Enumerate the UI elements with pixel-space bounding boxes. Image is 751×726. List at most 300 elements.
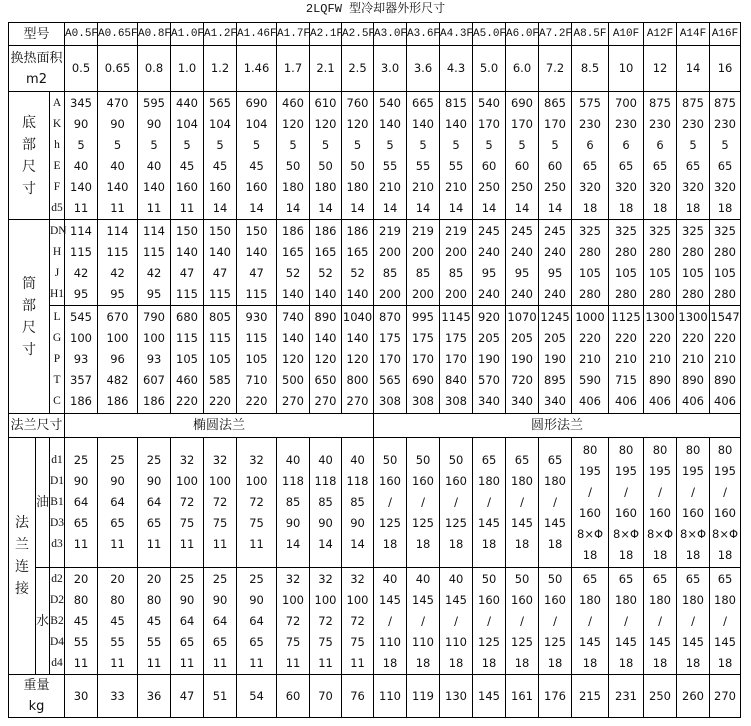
cell-value: 0.5 (71, 61, 91, 75)
cell-value: 65 (685, 158, 701, 173)
cell-value: 140 (379, 116, 401, 131)
model-header (237, 23, 277, 46)
cell-value: 50 (285, 158, 301, 173)
model-header-label (9, 23, 65, 46)
shell-values (277, 306, 310, 414)
cell-value: 90 (146, 116, 162, 131)
cell-value: E (53, 159, 61, 172)
cell-value: 875 (649, 95, 671, 110)
cell-value: 890 (714, 373, 736, 387)
cell-value: 195 (615, 463, 637, 478)
model-header (374, 23, 407, 46)
cell-value: 1245 (540, 310, 570, 324)
cell-value: A10F (612, 27, 640, 40)
cell-value: 406 (615, 394, 637, 408)
cell-value: 18 (618, 200, 634, 215)
cell-value: 14 (249, 200, 264, 215)
oil-flange-values (374, 438, 407, 568)
cell-value: 250 (544, 179, 566, 194)
cell-value: 油 (36, 495, 50, 510)
cell-value: 240 (544, 286, 566, 301)
cell-value: 18 (618, 655, 634, 670)
cell-value: 连 (15, 559, 29, 575)
cell-value: / (487, 613, 491, 628)
cell-value: 105 (176, 352, 198, 366)
cell-value: 180 (682, 592, 704, 607)
cell-value: 125 (478, 634, 500, 649)
cell-value: 100 (346, 592, 369, 607)
cell-value: 接 (15, 581, 29, 597)
cell-value: 25 (179, 571, 195, 586)
cell-value: 100 (106, 331, 129, 345)
base-values (342, 92, 374, 220)
cell-value: 240 (478, 286, 500, 301)
cell-value: / (588, 613, 592, 628)
cell-value: 18 (448, 537, 464, 551)
cell-value: 160 (615, 505, 637, 520)
cell-value: 205 (511, 331, 533, 345)
cell-value: 540 (478, 95, 500, 110)
cell-value: 7.2 (545, 61, 565, 75)
cell-value: 320 (615, 179, 637, 194)
weight-value (609, 675, 644, 718)
cell-value: 90 (350, 516, 365, 530)
cell-value: 160 (245, 179, 268, 194)
area-value (342, 46, 374, 92)
cell-value: 308 (379, 394, 401, 408)
cell-value: 170 (412, 352, 434, 366)
oil-flange-values (310, 438, 342, 568)
cell-value: 法 (15, 515, 29, 531)
water-flange-values (539, 568, 572, 675)
table-row (9, 438, 741, 568)
cell-value: 161 (511, 688, 533, 703)
water-flange-values (237, 568, 277, 675)
cell-value: 715 (615, 373, 637, 387)
cell-value: 5 (689, 137, 697, 152)
cell-value: 890 (649, 373, 671, 387)
cell-value: 5 (77, 137, 85, 152)
cell-value: 145 (615, 634, 637, 649)
cell-value: 55 (382, 158, 398, 173)
cell-value: 18 (717, 655, 733, 670)
cell-value: 8×Φ (712, 526, 739, 541)
cell-value: 890 (314, 310, 337, 324)
shell-values (440, 220, 473, 306)
cell-value: 150 (245, 223, 268, 238)
cell-value: 875 (682, 95, 704, 110)
base-values (374, 92, 407, 220)
cell-value: 180 (649, 592, 671, 607)
cell-value: 42 (110, 265, 125, 280)
cell-value: 220 (714, 331, 736, 345)
shell-dimensions-label (9, 220, 50, 414)
cell-value: 219 (412, 223, 434, 238)
water-flange-values (277, 568, 310, 675)
cell-value: 190 (544, 352, 566, 366)
cell-value: A16F (711, 27, 739, 40)
cell-value: 231 (615, 688, 637, 703)
base-values (677, 92, 710, 220)
cell-value: 20 (146, 571, 162, 586)
shell-values (677, 220, 710, 306)
water-flange-values (138, 568, 171, 675)
cell-value: 50 (318, 158, 333, 173)
cell-value: 18 (582, 655, 598, 670)
cell-value: 690 (412, 373, 434, 387)
cell-value: 760 (346, 95, 369, 110)
cell-value: 110 (445, 634, 467, 649)
cell-value: 115 (245, 286, 268, 301)
cell-value: 140 (314, 286, 337, 301)
cell-value: 115 (209, 331, 231, 345)
cell-value: 14 (481, 200, 497, 215)
cell-value: 80 (618, 442, 634, 457)
cell-value: A5.0F (473, 27, 507, 40)
cell-value: 1000 (575, 310, 605, 324)
cell-value: 210 (615, 352, 637, 366)
shell-values (473, 306, 506, 414)
cell-value: 105 (714, 265, 736, 280)
cell-value: 150 (176, 223, 198, 238)
cell-value: 5 (252, 137, 261, 152)
cell-value: 50 (448, 453, 464, 467)
table-row (9, 220, 741, 306)
cell-value: / (588, 484, 592, 499)
water-flange-values (440, 568, 473, 675)
cell-value: 底 (22, 114, 36, 131)
cell-value: 0.8 (144, 61, 164, 75)
weight-value (572, 675, 609, 718)
cell-value: 105 (245, 352, 268, 366)
cell-value: 670 (106, 310, 129, 324)
cell-value: 308 (445, 394, 467, 408)
cell-value: 18 (618, 547, 634, 562)
cell-value: 200 (412, 244, 434, 259)
base-values (572, 92, 609, 220)
cell-value: 52 (285, 265, 301, 280)
cell-value: A0.65F (98, 27, 138, 40)
base-values (171, 92, 204, 220)
cell-value: 70 (318, 688, 333, 703)
cell-value: 320 (714, 179, 736, 194)
cell-value: 5 (419, 137, 427, 152)
cell-value: 340 (511, 394, 533, 408)
cell-value: / (723, 613, 727, 628)
cell-value: 椭圆法兰 (193, 418, 246, 433)
shell-values (572, 306, 609, 414)
cell-value: / (658, 613, 662, 628)
cell-value: 11 (146, 537, 162, 551)
cell-value: 110 (379, 634, 401, 649)
cell-value: 160 (379, 474, 401, 488)
cell-value: 72 (285, 613, 301, 628)
table-row (9, 414, 741, 438)
cell-value: 2.1 (316, 61, 335, 75)
cell-value: 145 (445, 592, 467, 607)
spec-table (8, 22, 741, 718)
cell-value: 114 (143, 223, 165, 238)
shell-values (310, 220, 342, 306)
shell-values (342, 306, 374, 414)
cell-value: 220 (176, 394, 198, 408)
oil-flange-values (407, 438, 440, 568)
cell-value: 220 (245, 394, 268, 408)
shell-values (65, 220, 98, 306)
cell-value: F (53, 180, 61, 193)
model-header (204, 23, 237, 46)
cell-value: 320 (579, 179, 601, 194)
cell-value: 54 (249, 688, 264, 703)
cell-value: h (54, 138, 60, 151)
cell-value: 32 (179, 453, 195, 467)
area-value (374, 46, 407, 92)
cell-value: A12F (646, 27, 674, 40)
cell-value: 115 (106, 244, 129, 259)
area-value (204, 46, 237, 92)
cell-value: 280 (649, 286, 671, 301)
cell-value: / (454, 495, 458, 509)
shell-values (342, 220, 374, 306)
model-header (342, 23, 374, 46)
cell-value: G (52, 332, 62, 344)
cell-value: 65 (146, 516, 162, 530)
cell-value: 93 (146, 352, 162, 366)
cell-value: 90 (73, 116, 89, 131)
cell-value: 230 (649, 116, 671, 131)
round-flange-label (374, 414, 741, 438)
cell-value: 220 (682, 331, 704, 345)
cell-value: 52 (350, 265, 365, 280)
shell-values (204, 306, 237, 414)
weight-value (342, 675, 374, 718)
model-header (539, 23, 572, 46)
shell-values (506, 306, 539, 414)
cell-value: 215 (579, 688, 601, 703)
water-flange-values (473, 568, 506, 675)
model-header (473, 23, 506, 46)
cell-value: 8×Φ (613, 526, 640, 541)
water-flange-values (204, 568, 237, 675)
cell-value: 230 (682, 116, 704, 131)
cell-value: 14 (285, 537, 301, 551)
cell-value: 270 (714, 688, 736, 703)
cell-value: 42 (73, 265, 89, 280)
cell-value: 200 (412, 286, 434, 301)
cell-value: 210 (412, 179, 434, 194)
cell-value: 140 (143, 179, 165, 194)
cell-value: 930 (245, 310, 268, 324)
cell-value: 85 (318, 495, 333, 509)
cell-value: 195 (649, 463, 671, 478)
area-label (9, 46, 65, 92)
base-values (440, 92, 473, 220)
shell-values (609, 220, 644, 306)
cell-value: 5 (321, 137, 330, 152)
cell-value: 320 (649, 179, 671, 194)
cell-value: 85 (350, 495, 365, 509)
cell-value: 270 (346, 394, 369, 408)
cell-value: 260 (682, 688, 704, 703)
cell-value: K (52, 117, 62, 130)
cell-value: 565 (209, 95, 231, 110)
shell-letters (50, 306, 65, 414)
cell-value: 18 (582, 547, 598, 562)
shell-values (98, 220, 138, 306)
cell-value: 6 (656, 137, 664, 152)
cell-value: 32 (285, 571, 301, 586)
cell-value: 5 (113, 137, 122, 152)
cell-value: 570 (478, 373, 500, 387)
cell-value: 105 (615, 265, 637, 280)
cell-value: 25 (212, 571, 228, 586)
weight-value (277, 675, 310, 718)
cell-value: 325 (579, 223, 601, 238)
cell-value: 90 (110, 474, 125, 488)
cell-value: 18 (382, 537, 398, 551)
cell-value: 16 (717, 61, 733, 75)
cell-value: 140 (176, 244, 198, 259)
cell-value: 50 (547, 571, 563, 586)
cell-value: 120 (314, 116, 337, 131)
cell-value: 93 (73, 352, 89, 366)
cell-value: 14 (685, 61, 701, 75)
shell-values (374, 220, 407, 306)
shell-values (572, 220, 609, 306)
cell-value: 65 (717, 158, 733, 173)
cell-value: 5 (721, 137, 729, 152)
cell-value: 90 (318, 516, 333, 530)
cell-value: 65 (618, 158, 634, 173)
cell-value: A2.5F (342, 27, 376, 40)
shell-values (171, 220, 204, 306)
cell-value: 95 (73, 286, 89, 301)
cell-value: 195 (714, 463, 736, 478)
cell-value: 875 (714, 95, 736, 110)
cell-value: 160 (511, 592, 533, 607)
base-values (98, 92, 138, 220)
cell-value: 170 (544, 116, 566, 131)
cell-value: 325 (682, 223, 704, 238)
cell-value: 76 (350, 688, 365, 703)
cell-value: 665 (412, 95, 434, 110)
area-value (506, 46, 539, 92)
model-header (277, 23, 310, 46)
cell-value: 寸 (22, 180, 36, 197)
base-values (473, 92, 506, 220)
shell-values (407, 220, 440, 306)
water-flange-values (171, 568, 204, 675)
weight-value (204, 675, 237, 718)
area-value (65, 46, 98, 92)
cell-value: 125 (412, 516, 434, 530)
cell-value: 180 (579, 592, 601, 607)
oil-flange-values (171, 438, 204, 568)
cell-value: 65 (685, 571, 701, 586)
cell-value: 重量 (23, 678, 50, 693)
cell-value: 145 (682, 634, 704, 649)
cell-value: 1300 (645, 310, 675, 324)
cell-value: 18 (415, 655, 431, 670)
weight-value (310, 675, 342, 718)
area-value (310, 46, 342, 92)
cell-value: D3 (50, 517, 65, 529)
water-flange-values (374, 568, 407, 675)
cell-value: 145 (511, 516, 533, 530)
cell-value: 160 (649, 505, 671, 520)
cell-value: 920 (478, 310, 500, 324)
cell-value: 47 (249, 265, 264, 280)
cell-value: 25 (110, 453, 125, 467)
shell-values (539, 306, 572, 414)
cell-value: / (388, 495, 392, 509)
cell-value: A (52, 96, 62, 109)
cell-value: 11 (110, 200, 125, 215)
cell-value: 水 (36, 613, 50, 629)
cell-value: 75 (318, 634, 333, 649)
cell-value: 11 (179, 200, 195, 215)
area-value (710, 46, 741, 92)
cell-value: 36 (146, 688, 162, 703)
cell-value: 140 (106, 179, 129, 194)
cell-value: A14F (679, 27, 707, 40)
cell-value: 190 (478, 352, 500, 366)
cell-value: 1145 (441, 310, 471, 324)
oil-flange-values (204, 438, 237, 568)
cell-value: 65 (652, 571, 668, 586)
cell-value: 80 (146, 592, 162, 607)
cell-value: 340 (544, 394, 566, 408)
cell-value: 95 (547, 265, 563, 280)
cell-value: 140 (314, 331, 337, 345)
cell-value: 90 (212, 592, 228, 607)
base-values (310, 92, 342, 220)
shell-values (644, 306, 677, 414)
cell-value: 5 (518, 137, 526, 152)
cell-value: 160 (176, 179, 198, 194)
cell-value: 180 (511, 474, 533, 488)
cell-value: 160 (412, 474, 434, 488)
oil-flange-values (237, 438, 277, 568)
cell-value: 47 (179, 688, 195, 703)
cell-value: H (52, 245, 62, 258)
cell-value: 75 (285, 634, 301, 649)
cell-value: 96 (110, 352, 125, 366)
cell-value: 65 (481, 453, 497, 467)
cell-value: L (53, 311, 61, 323)
cell-value: 104 (176, 116, 198, 131)
cell-value: / (691, 484, 695, 499)
cell-value: 595 (143, 95, 165, 110)
cell-value: / (388, 613, 392, 628)
base-values (65, 92, 98, 220)
area-value (677, 46, 710, 92)
cell-value: A7.2F (539, 27, 573, 40)
cell-value: 176 (544, 688, 566, 703)
cell-value: 590 (579, 373, 601, 387)
cell-value: 165 (282, 244, 304, 259)
cell-value: 140 (445, 116, 467, 131)
cell-value: 800 (346, 373, 369, 387)
cell-value: 85 (382, 265, 398, 280)
cell-value: 75 (212, 516, 228, 530)
cell-value: 32 (350, 571, 365, 586)
cell-value: 120 (346, 116, 369, 131)
cell-value: 230 (579, 116, 601, 131)
cell-value: 140 (245, 244, 268, 259)
cell-value: 14 (448, 200, 464, 215)
shell-values (644, 220, 677, 306)
